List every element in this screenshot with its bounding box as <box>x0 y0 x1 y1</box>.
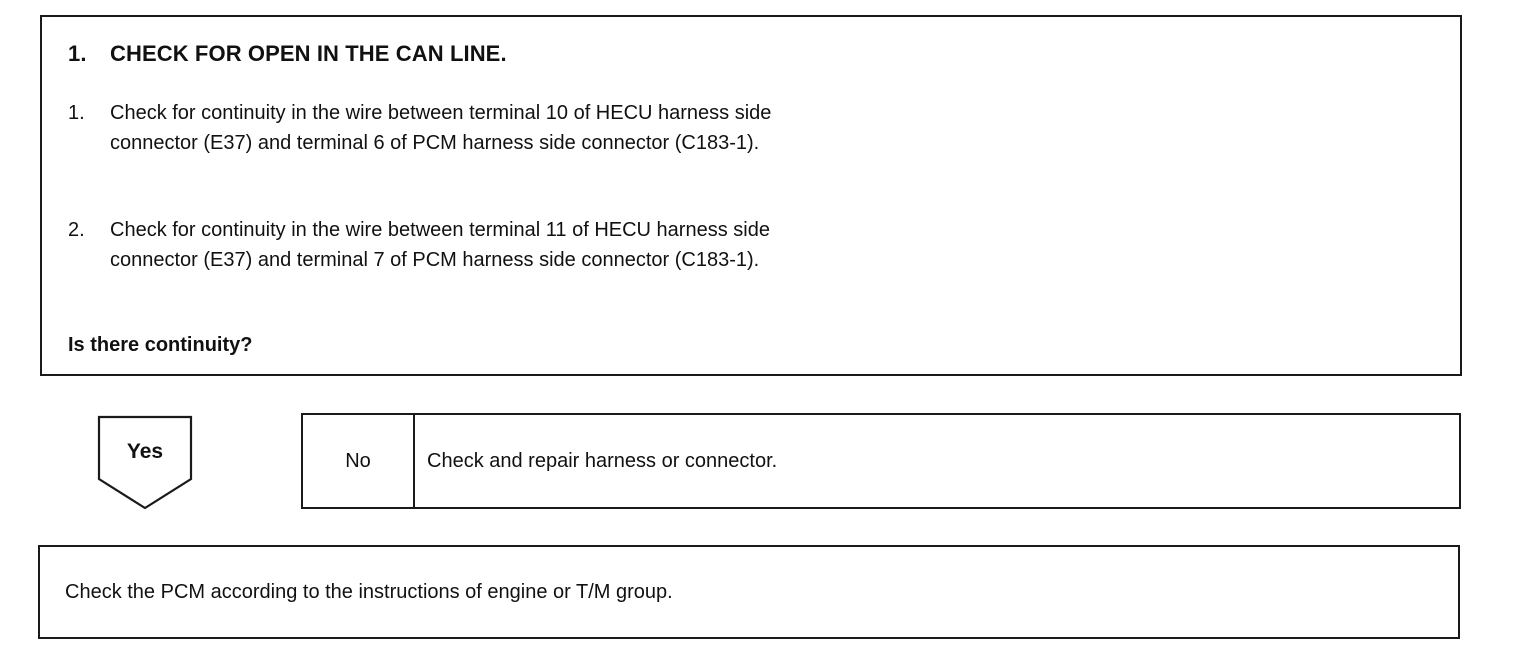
step-text: Check for continuity in the wire between terminal 10 of HECU harness side connector (E37) and terminal 6 of PCM harness side connector (C183-1). <box>110 102 772 154</box>
check-number: 1. <box>68 41 87 66</box>
check-procedure-box <box>40 15 1462 376</box>
step-number: 2. <box>68 219 85 241</box>
step-item <box>68 98 828 158</box>
result-box <box>38 545 1460 639</box>
check-title <box>68 41 507 67</box>
check-question: Is there continuity? <box>68 334 253 356</box>
no-branch-box <box>301 413 1461 509</box>
check-title-text: CHECK FOR OPEN IN THE CAN LINE. <box>110 41 507 66</box>
no-label: No <box>303 415 415 507</box>
step-number: 1. <box>68 102 85 124</box>
no-action-text: Check and repair harness or connector. <box>427 449 778 472</box>
step-text: Check for continuity in the wire between terminal 11 of HECU harness side connector (E37) and terminal 7 of PCM harness side connector (C183-1). <box>110 219 770 271</box>
yes-arrow <box>96 415 194 511</box>
yes-label: Yes <box>126 440 164 463</box>
step-item <box>68 215 828 275</box>
result-text: Check the PCM according to the instructions of engine or T/M group. <box>65 580 673 603</box>
